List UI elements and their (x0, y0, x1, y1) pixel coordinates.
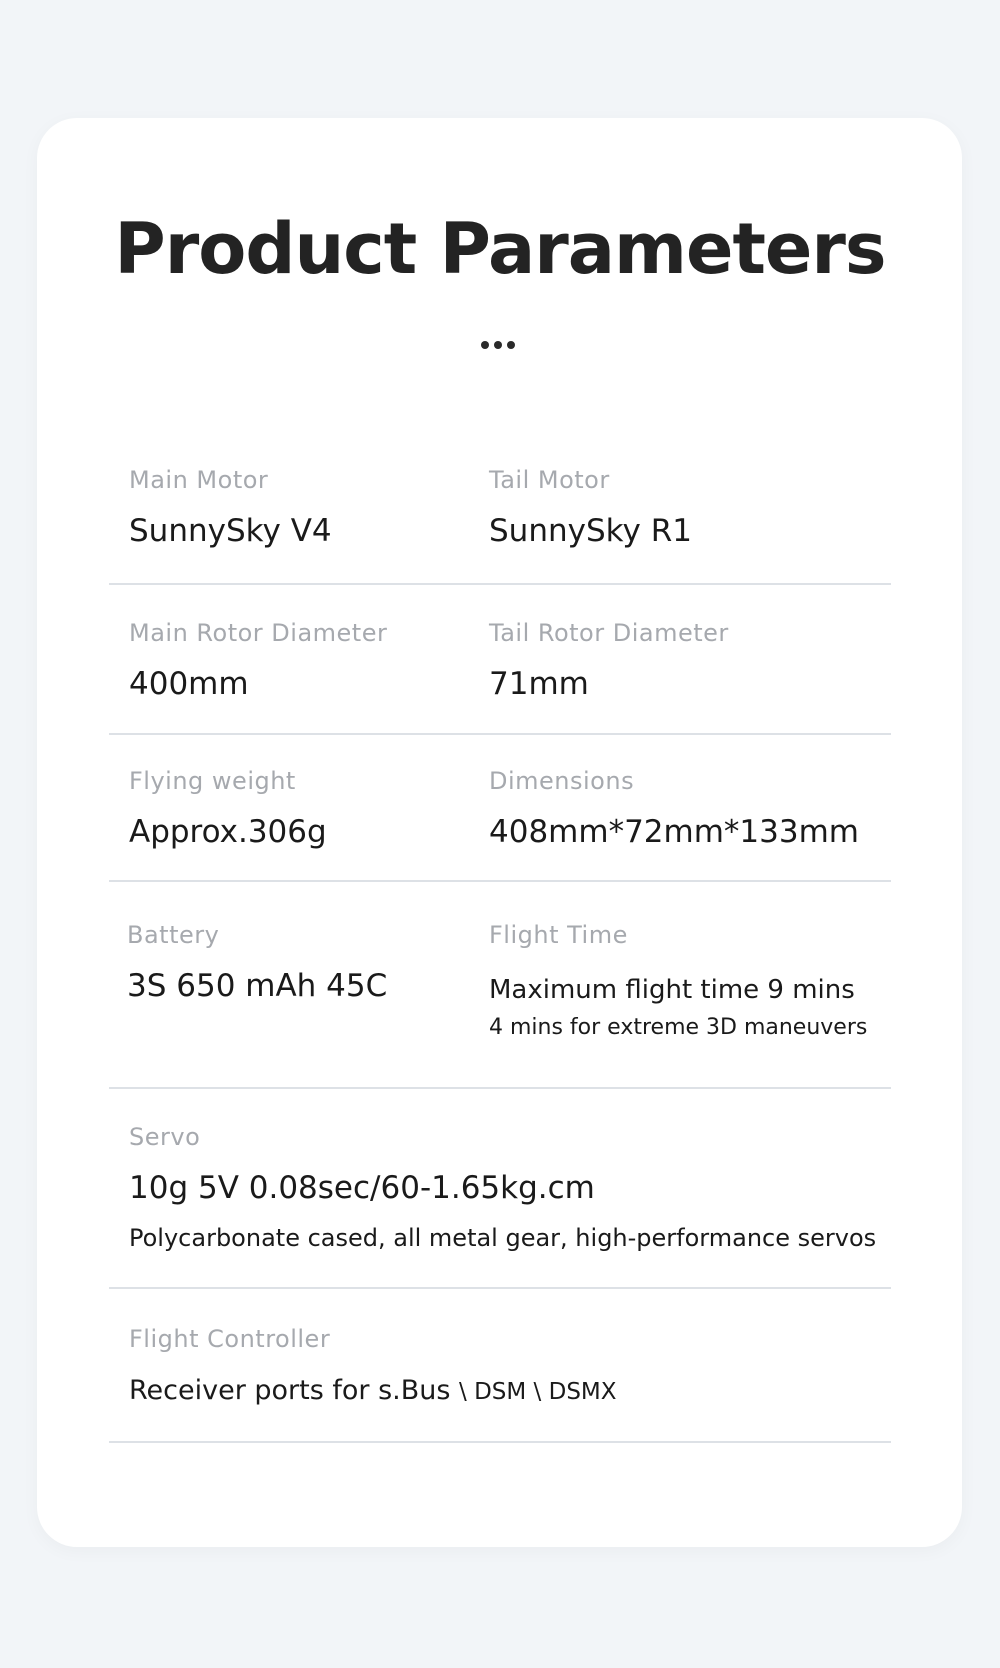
dot (507, 341, 515, 349)
divider (109, 1287, 891, 1289)
divider (109, 1087, 891, 1089)
param-value-protocols: \ DSM \ DSMX (459, 1379, 617, 1405)
param-label: Dimensions (489, 767, 635, 795)
divider (109, 583, 891, 585)
param-tail-motor (489, 468, 692, 547)
param-value-main: Receiver ports for s.Bus (129, 1375, 460, 1406)
param-label: Main Rotor Diameter (129, 619, 388, 647)
param-main-rotor-diameter (129, 621, 387, 700)
param-value: 71mm (489, 666, 589, 702)
param-value: SunnySky V4 (129, 513, 332, 549)
page-title: Product Parameters (114, 208, 886, 290)
param-value: SunnySky R1 (489, 513, 692, 549)
param-value: 10g 5V 0.08sec/60-1.65kg.cm (129, 1170, 595, 1206)
dot (494, 341, 502, 349)
param-value: Maximum flight time 9 mins (489, 975, 855, 1005)
param-value: Approx.306g (129, 814, 327, 850)
ellipsis-icon (481, 341, 515, 349)
param-label: Tail Motor (489, 466, 610, 494)
divider (109, 733, 891, 735)
divider (109, 1441, 891, 1443)
param-tail-rotor-diameter (489, 621, 729, 700)
param-flying-weight (129, 769, 327, 848)
param-subvalue: 4 mins for extreme 3D maneuvers (489, 1015, 868, 1040)
param-label: Flying weight (129, 767, 296, 795)
param-flight-time (489, 923, 867, 1039)
param-label: Servo (129, 1123, 201, 1151)
param-label: Flight Controller (129, 1325, 331, 1353)
param-flight-controller-content (129, 1327, 617, 1404)
param-value: 3S 650 mAh 45C (127, 968, 388, 1004)
param-dimensions (489, 769, 859, 848)
param-battery (127, 923, 387, 1002)
param-value: 400mm (129, 666, 249, 702)
param-label: Flight Time (489, 921, 628, 949)
param-main-motor (129, 468, 332, 547)
param-value: 408mm*72mm*133mm (489, 814, 859, 850)
param-label: Main Motor (129, 466, 269, 494)
param-subvalue: Polycarbonate cased, all metal gear, high-performance servos (129, 1224, 877, 1252)
param-label: Tail Rotor Diameter (489, 619, 729, 647)
param-value (129, 1377, 617, 1404)
param-label: Battery (127, 921, 220, 949)
divider (109, 880, 891, 882)
dot (481, 341, 489, 349)
param-servo-content (129, 1125, 876, 1250)
